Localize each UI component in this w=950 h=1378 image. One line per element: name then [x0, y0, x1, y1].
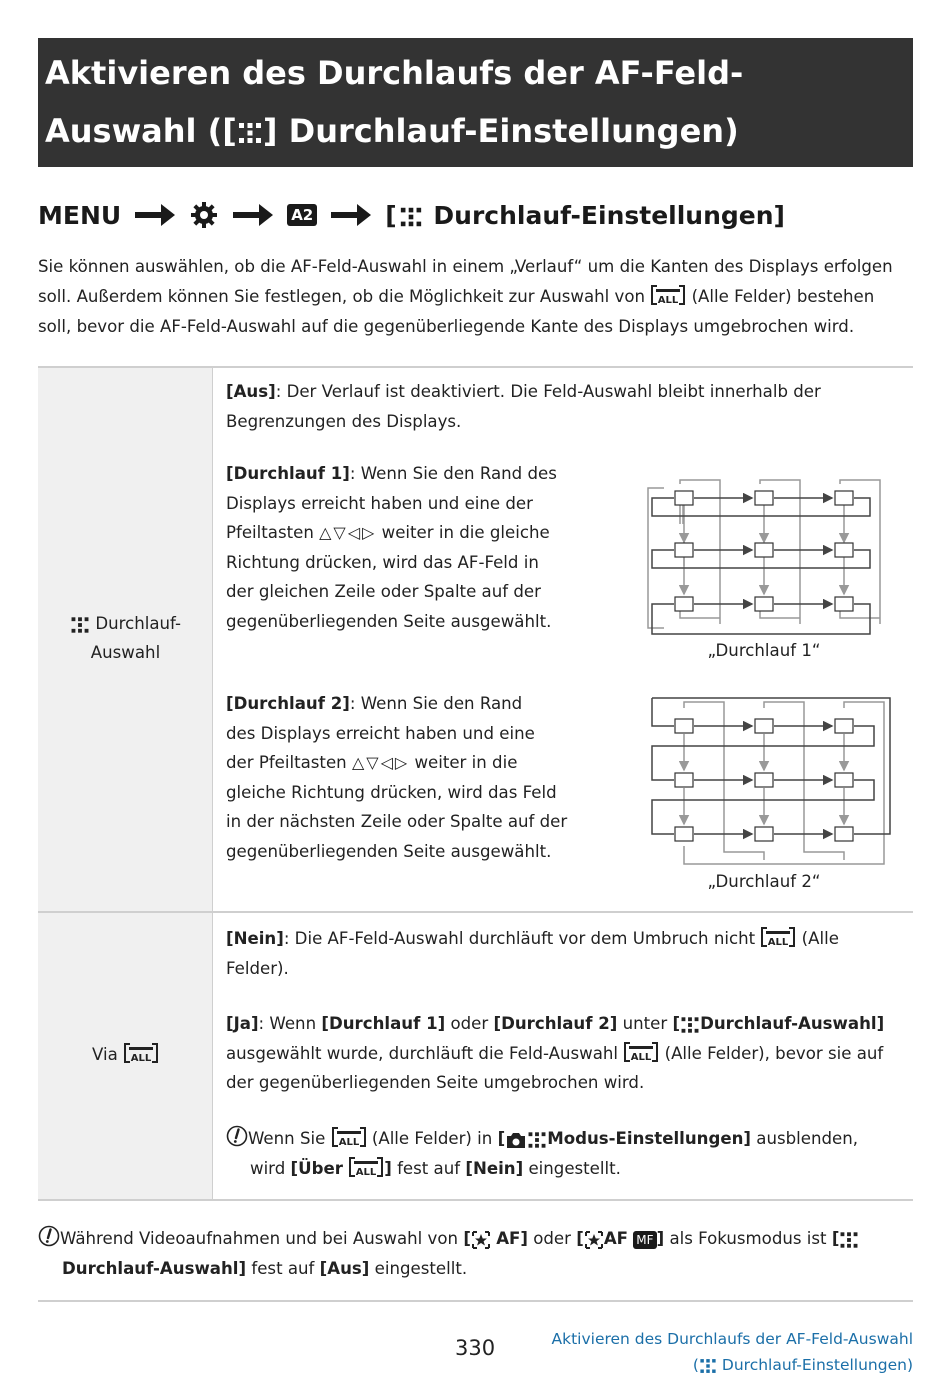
option-aus — [226, 377, 821, 436]
svg-text:ALL: ALL — [355, 1166, 377, 1178]
camera-icon — [505, 1130, 527, 1150]
page-title-line-1: Aktivieren des Durchlaufs der AF-Feld- — [45, 54, 744, 92]
caution-icon — [226, 1125, 248, 1147]
option-d2-text: weiter in die — [414, 753, 518, 772]
menu-item — [385, 201, 785, 230]
bottom-note-text: fest auf — [251, 1258, 315, 1278]
intro-paragraph — [38, 252, 916, 342]
footer-section-link[interactable] — [552, 1326, 914, 1378]
bottom-note-text: [ — [463, 1229, 471, 1248]
arrow-keys-icons: △▽◁▷ — [319, 523, 377, 542]
option-ja-text: oder — [450, 1014, 489, 1033]
arrow-right-icon — [231, 201, 275, 229]
svg-text:ALL: ALL — [658, 295, 679, 306]
note-text: Wenn Sie — [248, 1129, 326, 1148]
option-aus-text: : Der Verlauf ist deaktiviert. Die Feld-Auswahl bleibt innerhalb der — [275, 382, 821, 401]
svg-text:ALL: ALL — [338, 1137, 359, 1148]
option-d1-text: der gleichen Zeile oder Spalte auf der — [226, 582, 541, 601]
option-ja-text: [Durchlauf 1] — [321, 1014, 446, 1033]
note-text: wird — [250, 1158, 286, 1178]
all-fields-icon — [331, 1126, 367, 1148]
page-number: 330 — [455, 1336, 496, 1360]
option-d2-text: des Displays erreicht haben und eine — [226, 723, 535, 743]
option-d1-text: : Wenn Sie den Rand des — [349, 464, 557, 483]
bottom-note-text: oder — [533, 1229, 571, 1248]
note-text: fest auf — [397, 1158, 461, 1178]
svg-text:ALL: ALL — [130, 1053, 152, 1064]
star-af-icon — [471, 1230, 491, 1250]
page-title-line-2 — [45, 102, 913, 160]
durchlauf-1-diagram — [640, 476, 890, 641]
note-text: eingestellt. — [528, 1158, 621, 1178]
bottom-note — [38, 1224, 859, 1283]
footer-title-line-2[interactable] — [552, 1352, 914, 1378]
arrow-keys-icons: △▽◁▷ — [351, 753, 410, 772]
table-column-divider — [212, 368, 213, 1199]
intro-line-3: soll, bevor die AF-Feld-Auswahl auf die gegenüberliegende Kante des Displays umgebrochen wird. — [38, 317, 855, 336]
gear-icon — [189, 200, 219, 230]
option-ja-text: unter — [622, 1014, 668, 1033]
all-fields-icon — [123, 1042, 159, 1064]
row2-label-text: Via — [91, 1045, 118, 1064]
durchlauf-2-diagram — [640, 694, 895, 869]
intro-text: soll. Außerdem können Sie festlegen, ob die Möglichkeit zur Auswahl von — [38, 287, 646, 306]
option-nein-text: : Die AF-Feld-Auswahl durchläuft vor dem Umbruch nicht — [283, 929, 756, 948]
page-title-prefix: Auswahl ([ — [45, 112, 237, 150]
row1-label-line-2: Auswahl — [90, 643, 161, 662]
footer-title-text[interactable]: Durchlauf-Einstellungen) — [721, 1356, 913, 1374]
option-d2-key: [Durchlauf 2] — [226, 694, 350, 713]
option-aus-text-2: Begrenzungen des Displays. — [226, 411, 462, 431]
arrow-right-icon — [329, 201, 373, 229]
durchlauf-2-caption: „Durchlauf 2“ — [707, 872, 821, 891]
intro-text: (Alle Felder) bestehen — [691, 287, 875, 306]
row1-label-line-1 — [38, 609, 213, 638]
all-fields-icon — [623, 1041, 659, 1063]
option-ja-text: : Wenn — [258, 1014, 317, 1033]
bottom-note-text: als Fokusmodus ist — [669, 1229, 827, 1248]
option-nein-key: [Nein] — [226, 929, 284, 948]
bottom-note-text: [ — [576, 1229, 584, 1248]
af-target-icon — [237, 120, 263, 146]
option-d2-text: : Wenn Sie den Rand — [349, 694, 523, 713]
intro-line-2 — [38, 282, 916, 312]
bottom-note-text: [ — [831, 1229, 840, 1248]
star-af-icon — [584, 1230, 604, 1250]
footer-title-line-1[interactable]: Aktivieren des Durchlaufs der AF-Feld-Auswahl — [551, 1330, 913, 1348]
af-target-icon — [399, 205, 423, 229]
menu-tab-badge: A2 — [287, 204, 317, 226]
af-target-icon — [680, 1015, 700, 1035]
option-ja — [226, 1009, 884, 1098]
option-d1-key: [Durchlauf 1] — [226, 464, 350, 483]
mf-badge: MF — [633, 1231, 656, 1249]
bottom-note-text: AF — [603, 1229, 629, 1248]
row1-label-text: Durchlauf- — [95, 614, 181, 633]
option-durchlauf-1 — [226, 459, 557, 636]
option-ja-text: der gegenüberliegenden Seite umgebrochen wird. — [226, 1073, 645, 1092]
option-d1-text: Displays erreicht haben und eine der — [226, 493, 533, 513]
option-d2-text: gleiche Richtung drücken, wird das Feld — [226, 782, 557, 802]
bottom-note-text: eingestellt. — [374, 1258, 468, 1278]
menu-label: MENU — [38, 200, 122, 230]
table-bottom-border — [38, 1199, 913, 1201]
option-aus-key: [Aus] — [226, 382, 276, 401]
option-ja-text: (Alle Felder), bevor sie auf — [664, 1043, 884, 1063]
all-fields-icon — [650, 284, 686, 306]
option-d2-text: der Pfeiltasten — [226, 753, 347, 772]
caution-icon — [38, 1225, 60, 1247]
note-text: ] — [384, 1158, 392, 1178]
all-fields-icon — [760, 926, 796, 948]
option-nein — [226, 924, 839, 983]
svg-text:ALL: ALL — [631, 1051, 652, 1063]
bottom-note-text: Durchlauf-Auswahl] — [62, 1258, 247, 1278]
note-text: [ — [497, 1129, 506, 1148]
option-d1-text: Pfeiltasten — [226, 523, 314, 542]
menu-path — [38, 192, 785, 238]
option-ja-text: Durchlauf-Auswahl] — [700, 1014, 885, 1033]
option-ja-text: ausgewählt wurde, durchläuft die Feld-Auswahl — [226, 1043, 619, 1063]
bottom-note-text: Während Videoaufnahmen und bei Auswahl von — [60, 1229, 459, 1248]
row2-label — [38, 1040, 213, 1069]
option-d2-text: gegenüberliegenden Seite ausgewählt. — [226, 841, 552, 861]
row2-note — [226, 1124, 858, 1183]
note-text: [Über — [290, 1158, 343, 1178]
option-ja-key: [Ja] — [226, 1014, 259, 1033]
option-d2-text: in der nächsten Zeile oder Spalte auf der — [226, 812, 568, 831]
option-d1-text: gegenüberliegenden Seite ausgewählt. — [226, 611, 552, 631]
page-title-suffix: ] Durchlauf-Einstellungen) — [262, 112, 739, 150]
footer-divider — [38, 1300, 913, 1302]
bottom-note-text: AF] — [496, 1229, 528, 1248]
option-nein-text: (Alle — [801, 929, 839, 948]
af-target-icon — [839, 1230, 859, 1250]
option-durchlauf-2 — [226, 689, 567, 866]
bottom-note-text: ] — [656, 1229, 665, 1248]
option-d1-text: weiter in die gleiche — [381, 523, 550, 542]
arrow-right-icon — [133, 201, 177, 229]
title-bar — [38, 38, 913, 167]
menu-item-bracket: [ — [385, 200, 397, 230]
intro-line-1: Sie können auswählen, ob die AF-Feld-Auswahl in einem „Verlauf“ um die Kanten des Displays erfolgen — [38, 257, 893, 276]
menu-item-label: Durchlauf-Einstellungen] — [433, 200, 785, 230]
all-fields-icon — [348, 1156, 384, 1178]
option-d1-text: Richtung drücken, wird das AF-Feld in — [226, 552, 539, 572]
option-ja-text: [ — [672, 1014, 681, 1033]
svg-text:ALL: ALL — [768, 937, 789, 948]
note-text: (Alle Felder) in — [371, 1129, 493, 1148]
af-target-icon — [699, 1357, 717, 1375]
row1-label — [38, 609, 213, 667]
note-text: ausblenden, — [756, 1129, 859, 1148]
option-nein-text-2: Felder). — [226, 958, 289, 978]
af-target-icon — [70, 615, 90, 635]
bottom-note-text: [Aus] — [319, 1258, 370, 1278]
note-text: Modus-Einstellungen] — [547, 1129, 751, 1148]
option-ja-text: [Durchlauf 2] — [493, 1014, 618, 1033]
note-text: [Nein] — [465, 1158, 524, 1178]
af-target-icon — [527, 1130, 547, 1150]
durchlauf-1-caption: „Durchlauf 1“ — [707, 641, 821, 660]
footer-title-text[interactable]: ( — [692, 1356, 699, 1374]
